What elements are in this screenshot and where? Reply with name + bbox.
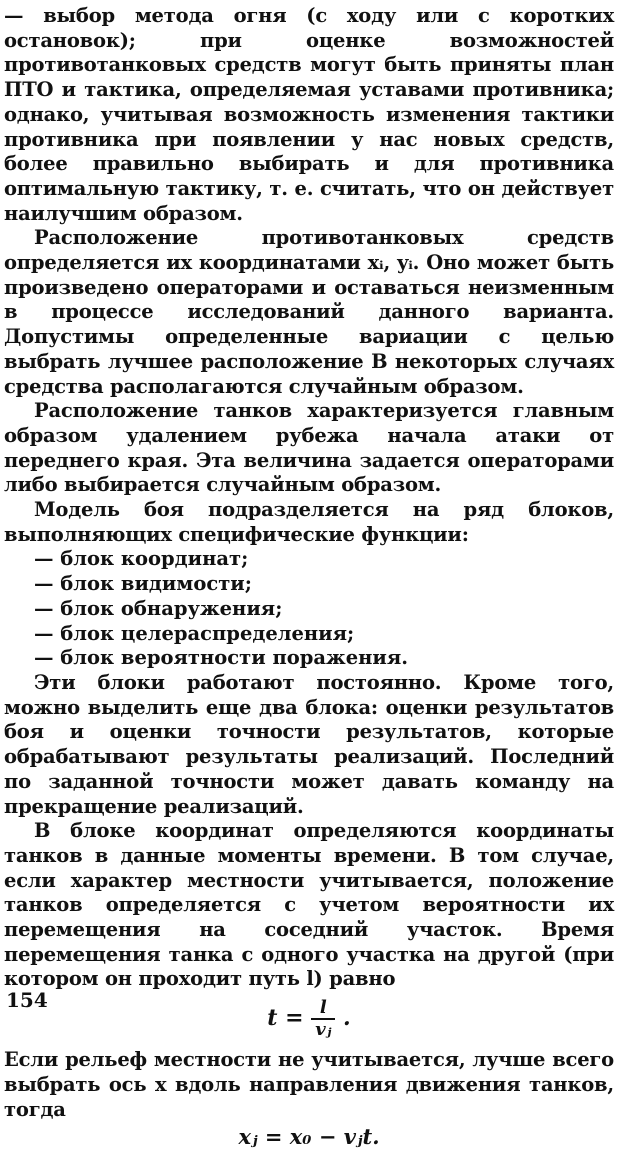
list-item: — блок видимости; <box>34 572 252 596</box>
formula-denominator: vⱼ <box>315 1019 332 1041</box>
formula-coordinate: xⱼ = x₀ − vⱼt. <box>238 1124 380 1149</box>
paragraph-2: Расположение противотанковых средств определяется их координатами xᵢ, yᵢ. Оно может быть произведено операторами и оставаться неизменным в процессе исследований данного варианта. Допустимы определенные вариации с целью выбрать лучшее расположение В некоторых случаях средства располагаются случайным образом. <box>4 226 614 398</box>
list-item: — блок целераспределения; <box>34 621 355 645</box>
formula-lhs: t = <box>267 1005 304 1032</box>
formula-fraction <box>311 998 335 1040</box>
formula-tail: . <box>343 1005 351 1032</box>
paragraph-3: Расположение танков характеризуется главным образом удалением рубежа начала атаки от переднего края. Эта величина задается операторами либо выбирается случайным образом. <box>4 399 614 497</box>
paragraph-1: — выбор метода огня (с ходу или с коротких остановок); при оценке возможностей противотанковых средств могут быть приняты план ПТО и тактика, определяемая уставами противника; однако, учитывая возможность изменения тактики противника при появлении у нас новых средств, более правильно выбирать и для противника оптимальную тактику, т. е. считать, что он действует наилучшим образом. <box>4 4 614 225</box>
list-item: — блок вероятности поражения. <box>34 646 409 670</box>
formula-numerator: l <box>311 998 335 1020</box>
block-list <box>4 547 614 671</box>
list-item: — блок обнаружения; <box>34 596 283 620</box>
formula-time <box>4 998 614 1040</box>
paragraph-4: Модель боя подразделяется на ряд блоков, выполняющих специфические функции: <box>4 498 614 546</box>
paragraph-5: Эти блоки работают постоянно. Кроме того, можно выделить еще два блока: оценки результатов боя и оценки точности результатов, которые обрабатывают результаты реализаций. Последний по заданной точности может давать команду на прекращение реализаций. <box>4 670 614 818</box>
paragraph-7: Если рельеф местности не учитывается, лучше всего выбрать ось x вдоль направления движения танков, тогда <box>4 1048 614 1121</box>
paragraph-6: В блоке координат определяются координаты танков в данные моменты времени. В том случае, если характер местности учитывается, положение танков определяется с учетом вероятности их перемещения на соседний участок. Время перемещения танка с одного участка на другой (при котором он проходит путь l) равно <box>4 819 614 991</box>
page-number: 154 <box>6 988 48 1012</box>
list-item: — блок координат; <box>34 547 249 571</box>
